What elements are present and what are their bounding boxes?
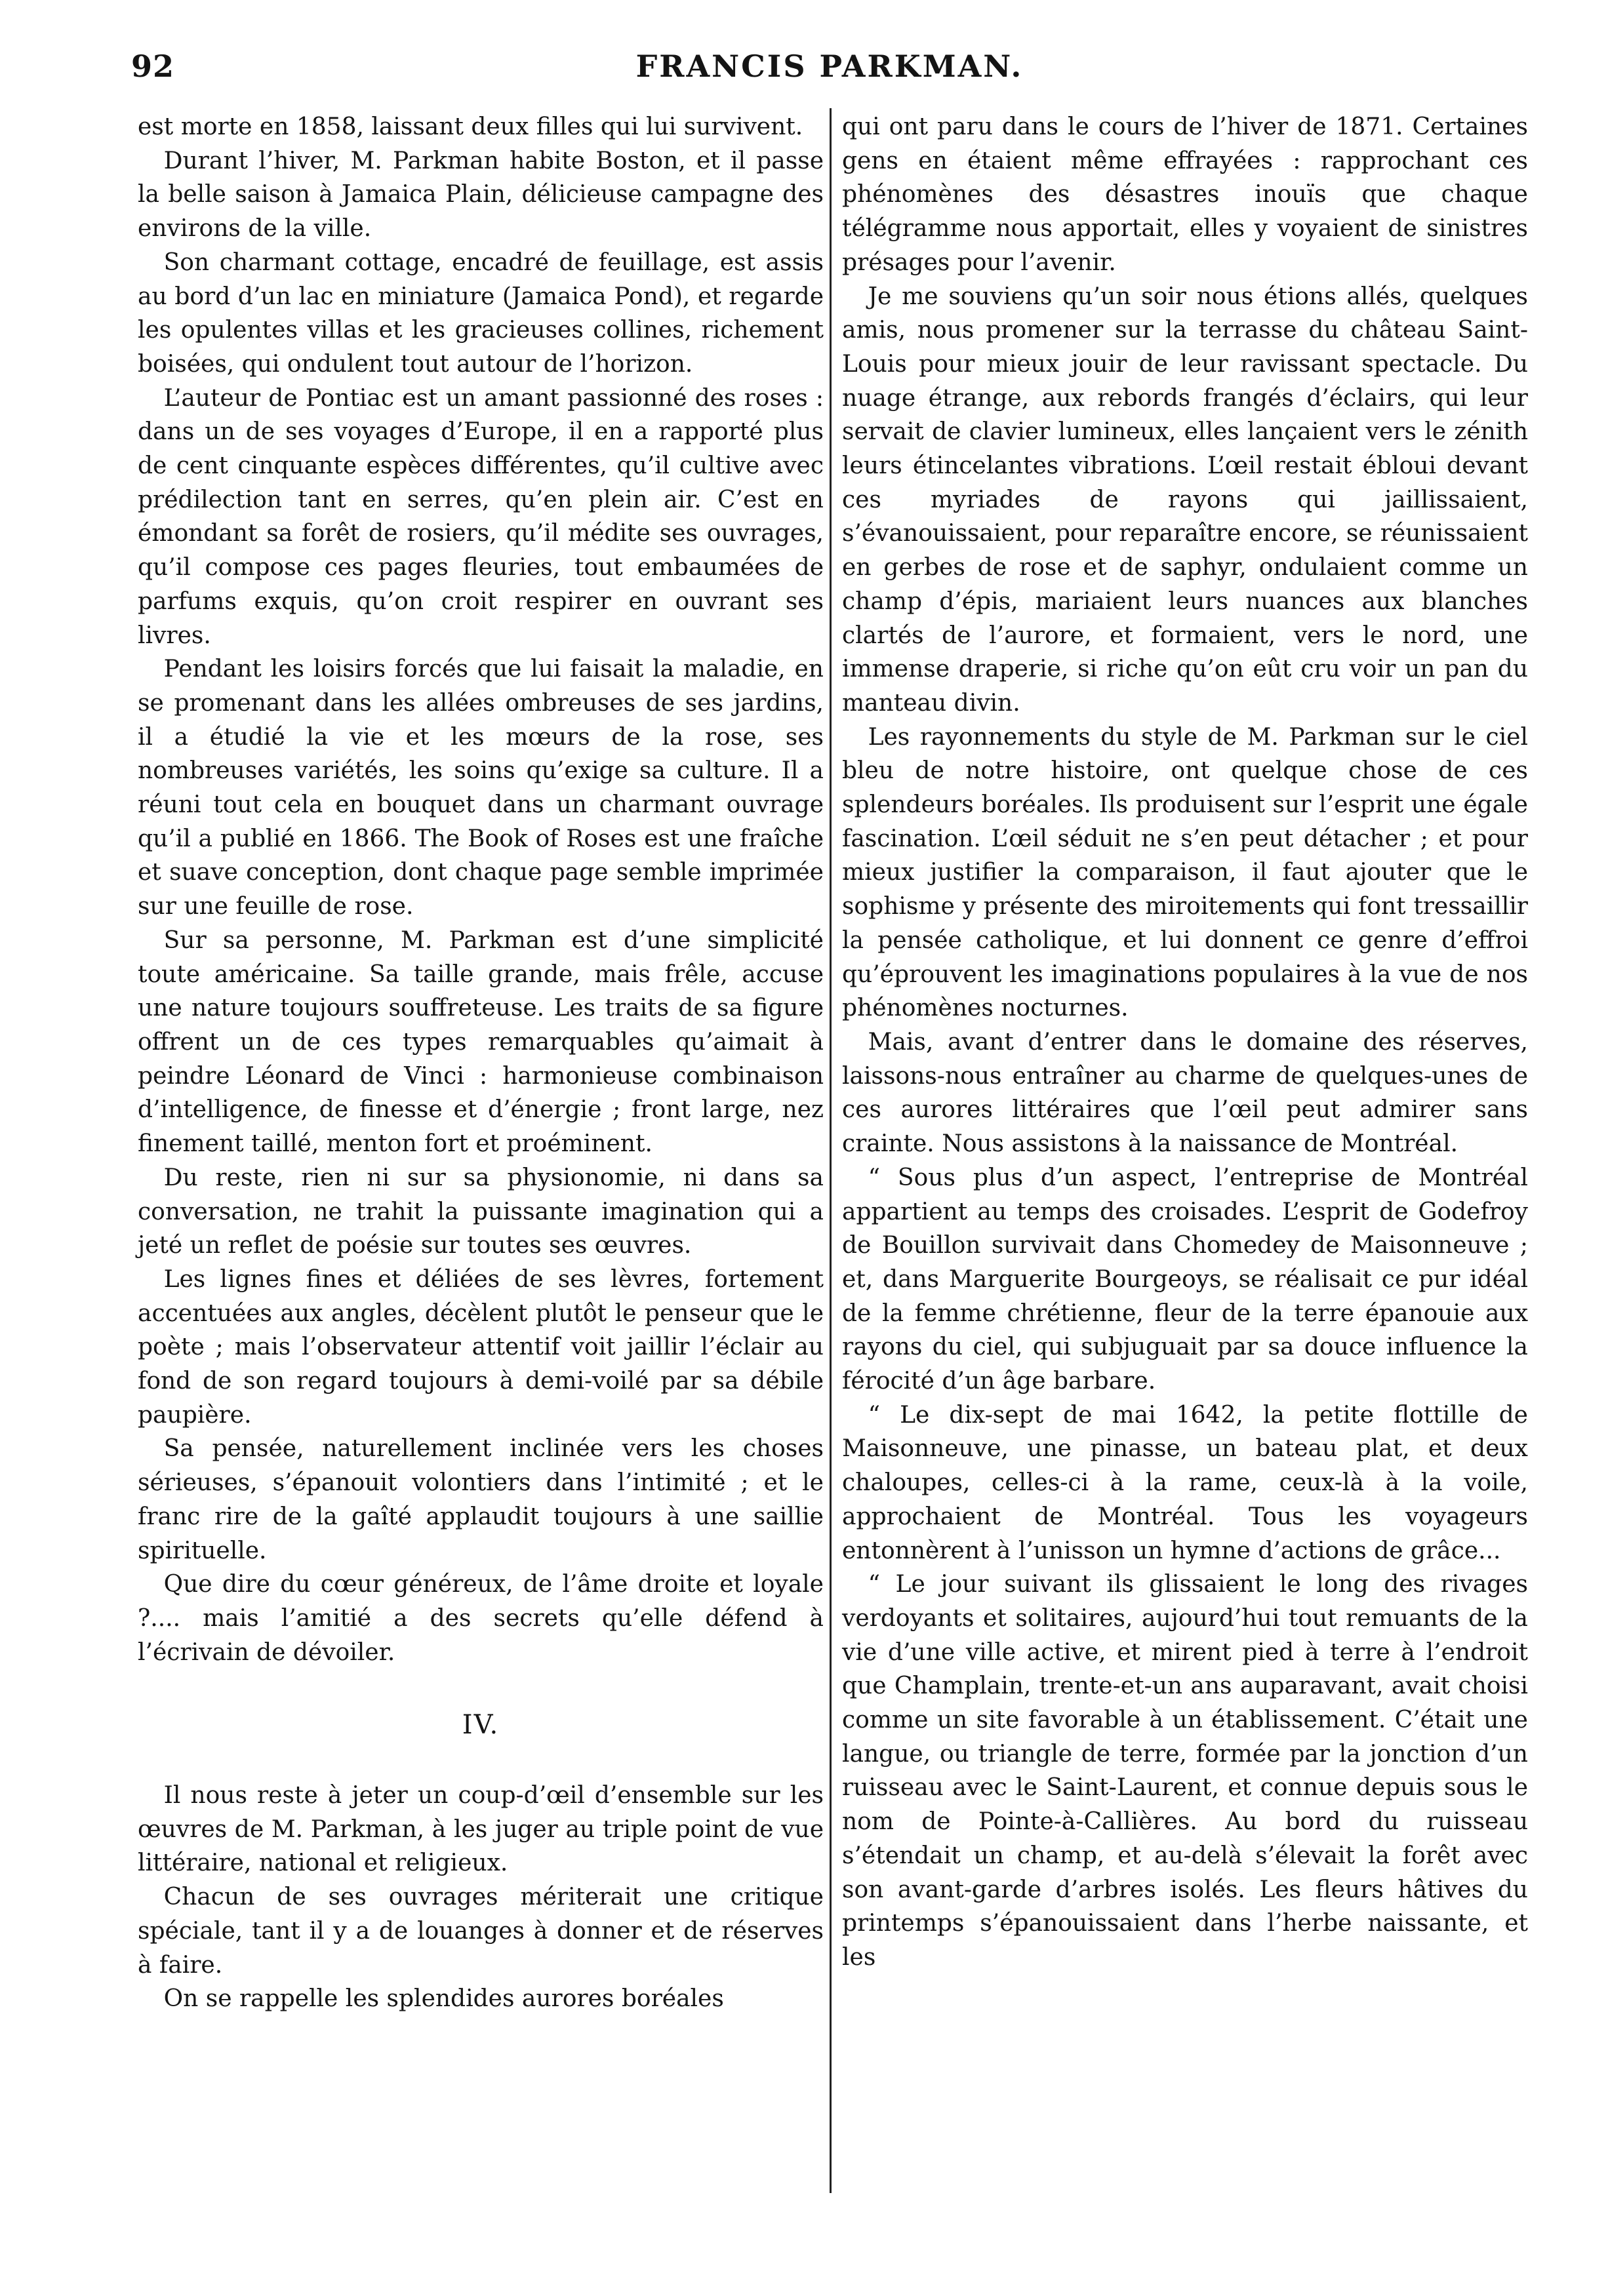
paragraph: Les lignes fines et déliées de ses lèvres, fortement accentuées aux angles, décèlent plutôt le penseur que le poète ; mais l’observateur attentif voit jaillir l’éclair au fond de son regard toujours à demi-voilé par sa débile paupière. xyxy=(138,1265,824,1429)
paragraph: Son charmant cottage, encadré de feuillage, est assis au bord d’un lac en miniature (Jamaica Pond), et regarde les opulentes villas et les gracieuses collines, richement boisées, qui ondulent tout autour de l’horizon. xyxy=(138,248,824,378)
quote-paragraph: “ Le dix-sept de mai 1642, la petite flottille de Maisonneuve, une pinasse, un bateau plat, et deux chaloupes, celles-ci à la rame, ceux-là à la voile, approchaient de Montréal. Tous les voyageurs entonnèrent à l’unisson un hymne d’actions de grâce... xyxy=(842,1401,1528,1564)
quote-paragraph: “ Le jour suivant ils glissaient le long des rivages verdoyants et solitaires, aujourd’hui tout remuants de la vie d’une ville active, et mirent pied à terre à l’endroit que Champlain, trente-et-un ans auparavant, avait choisi comme un site favorable à un établissement. C’était une langue, ou triangle de terre, formée par la jonction d’un ruisseau avec le Saint-Laurent, et connue depuis sous le nom de Pointe-à-Callières. Au bord du ruisseau s’étendait un champ, et au-delà s’élevait la forêt avec son avant-garde d’arbres isolés. Les fleurs hâtives du printemps s’épanouissaient dans l’herbe naissante, et les xyxy=(842,1571,1528,1971)
paragraph: Que dire du cœur généreux, de l’âme droite et loyale ?.... mais l’amitié a des secrets qu’elle défend à l’écrivain de dévoiler. xyxy=(138,1571,824,1666)
paragraph: Sa pensée, naturellement inclinée vers les choses sérieuses, s’épanouit volontiers dans l’intimité ; et le franc rire de la gaîté applaudit toujours à une saillie spirituelle. xyxy=(138,1435,824,1564)
right-column xyxy=(842,110,1528,1975)
paragraph: Du reste, rien ni sur sa physionomie, ni dans sa conversation, ne trahit la puissante imagination qui a jeté un reflet de poésie sur toutes ses œuvres. xyxy=(138,1164,824,1259)
paragraph: L’auteur de Pontiac est un amant passionné des roses : dans un de ses voyages d’Europe, il en a rapporté plus de cent cinquante espèces différentes, qu’il cultive avec prédilection tant en serres, qu’en plein air. C’est en émondant sa forêt de rosiers, qu’il médite ses ouvrages, qu’il compose ces pages fleuries, tout embaumées de parfums exquis, qu’on croit respirer en ouvrant ses livres. xyxy=(138,384,824,649)
paragraph: Mais, avant d’entrer dans le domaine des réserves, laissons-nous entraîner au charme de quelques-unes de ces aurores littéraires que l’œil peut admirer sans crainte. Nous assistons à la naissance de Montréal. xyxy=(842,1028,1528,1158)
page-header xyxy=(131,49,1528,94)
paragraph: Durant l’hiver, M. Parkman habite Boston, et il passe la belle saison à Jamaica Plain, délicieuse campagne des environs de la ville. xyxy=(138,147,824,243)
page-number: 92 xyxy=(131,49,175,84)
paragraph: Chacun de ses ouvrages mériterait une critique spéciale, tant il y a de louanges à donner et de réserves à faire. xyxy=(138,1884,824,1979)
running-title: FRANCIS PARKMAN. xyxy=(635,49,1024,84)
paragraph: Il nous reste à jeter un coup-d’œil d’ensemble sur les œuvres de M. Parkman, à les juger au triple point de vue littéraire, national et religieux. xyxy=(138,1782,824,1877)
paragraph: qui ont paru dans le cours de l’hiver de 1871. Certaines gens en étaient même effrayées : rapprochant ces phénomènes des désastres inouïs que chaque télégramme nous apportait, elles y voyaient de sinistres présages pour l’avenir. xyxy=(842,113,1528,276)
quote-paragraph: “ Sous plus d’un aspect, l’entreprise de Montréal appartient au temps des croisades. L’esprit de Godefroy de Bouillon survivait dans Chomedey de Maisonneuve ; et, dans Marguerite Bourgeoys, se réalisait ce pur idéal de la femme chrétienne, fleur de la terre épanouie aux rayons du ciel, qui subjuguait par sa douce influence la férocité d’un âge barbare. xyxy=(842,1164,1528,1395)
paragraph: Pendant les loisirs forcés que lui faisait la maladie, en se promenant dans les allées ombreuses de ses jardins, il a étudié la vie et les mœurs de la rose, ses nombreuses variétés, les soins qu’exige sa culture. Il a réuni tout cela en bouquet dans un charmant ouvrage qu’il a publié en 1866. The Book of Roses est une fraîche et suave conception, dont chaque page semble imprimée sur une feuille de rose. xyxy=(138,656,824,920)
paragraph: On se rappelle les splendides aurores boréales xyxy=(163,1985,724,2013)
section-heading: IV. xyxy=(462,1710,500,1741)
paragraph: Je me souviens qu’un soir nous étions allés, quelques amis, nous promener sur la terrasse du château Saint-Louis pour mieux jouir de leur ravissant spectacle. Du nuage étrange, aux rebords frangés d’éclairs, qui leur servait de clavier lumineux, elles lançaient vers le zénith leurs étincelantes vibrations. L’œil restait ébloui devant ces myriades de rayons qui jaillissaient, s’évanouissaient, pour reparaître encore, se réunissaient en gerbes de rose et de saphyr, ondulaient comme un champ d’épis, mariaient leurs nuances aux blanches clartés de l’aurore, et formaient, vers le nord, une immense draperie, si riche qu’on eût cru voir un pan du manteau divin. xyxy=(842,283,1528,717)
left-column xyxy=(138,110,824,2016)
paragraph: est morte en 1858, laissant deux filles qui lui survivent. xyxy=(138,113,803,140)
column-divider xyxy=(830,108,832,2193)
paragraph: Les rayonnements du style de M. Parkman sur le ciel bleu de notre histoire, ont quelque chose de ces splendeurs boréales. Ils produisent sur l’esprit une égale fascination. L’œil séduit ne s’en peut détacher ; et pour mieux justifier la comparaison, il faut ajouter que le sophisme y présente des miroitements qui font tressaillir la pensée catholique, et lui donnent ce genre d’effroi qu’éprouvent les imaginations populaires à la vue de nos phénomènes nocturnes. xyxy=(842,723,1528,1022)
paragraph: Sur sa personne, M. Parkman est d’une simplicité toute américaine. Sa taille grande, mais frêle, accuse une nature toujours souffreteuse. Les traits de sa figure offrent un de ces types remarquables qu’aimait à peindre Léonard de Vinci : harmonieuse combinaison d’intelligence, de finesse et d’énergie ; front large, nez finement taillé, menton fort et proéminent. xyxy=(138,926,824,1158)
